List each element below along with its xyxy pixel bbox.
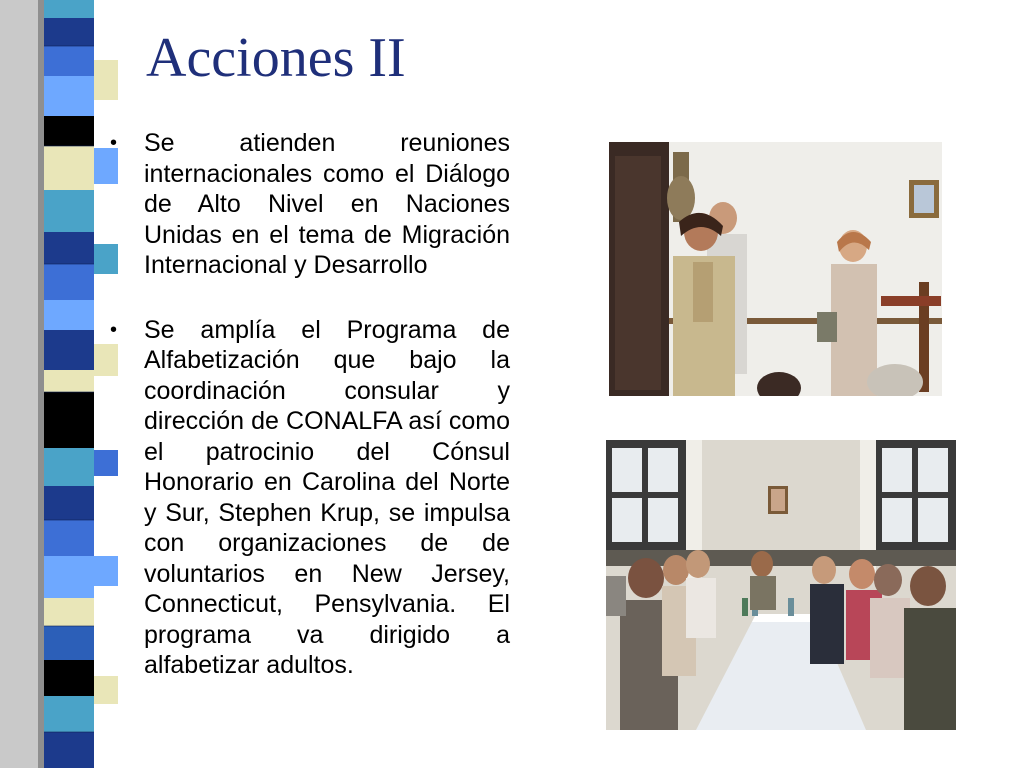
bullet-list — [110, 128, 510, 715]
meeting-speakers-photo — [609, 142, 942, 396]
conference-table-photo — [606, 440, 956, 730]
slide-title: Acciones II — [146, 27, 406, 89]
bullet-text: Se amplía el Programa de Alfabetización que bajo la coordinación consular y dirección de CONALFA así como el patrocinio del Cónsul Honorario en Carolina del Norte y Sur, Stephen Krup, se impulsa con organizaciones de de voluntarios en New Jersey, Connecticut, Pensylvania. El programa va dirigido a alfabetizar adultos. — [144, 315, 510, 679]
bullet-marker: • — [110, 132, 118, 154]
bullet-item — [110, 315, 510, 681]
bullet-text: Se atienden reuniones internacionales como el Diálogo de Alto Nivel en Naciones Unidas en el tema de Migración Internacional y Desarrollo — [144, 129, 510, 279]
bullet-marker: • — [110, 318, 118, 341]
bullet-item — [110, 128, 510, 281]
decorative-stripe-band — [0, 0, 120, 768]
